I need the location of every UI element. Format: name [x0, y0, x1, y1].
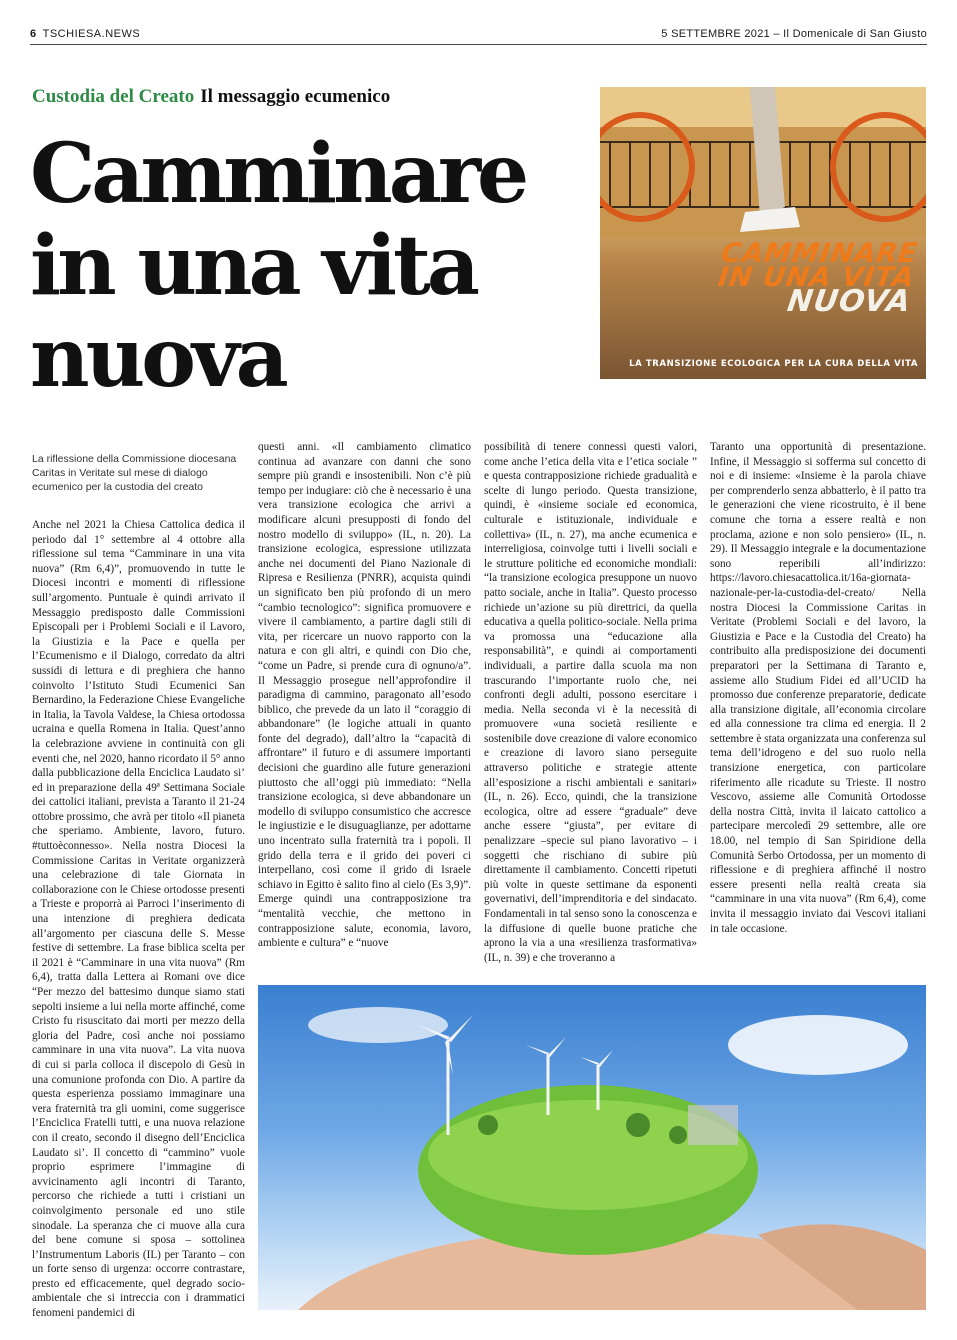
column-1-text: Anche nel 2021 la Chiesa Cattolica dedica il periodo dal 1° settembre al 4 ottobre alla riflessione sul tema “Camminare in una vita nuova” (Rm 6,4)”, promuovendo in tutte le Diocesi incontri e momenti di riflessione sull’argomento. Puntuale è quindi arrivato il Messaggio predisposto dalle Commissioni Episcopali per i Problemi Sociali e il Lavoro, la Giustizia e la Pace e quella per l’Ecumenismo e il Dialogo, corredato da altri sussidi di lettura e di preghiera che hanno coinvolto l’Istituto Studi Ecumenici San Bernardino, la Federazione Chiese Evangeliche in Italia, la Tavola Valdese, la Chiesa ortodossa ucraina e quella Romena in Italia. Quest’anno la celebrazione avviene in continuità con gli eventi che, nel 2020, hanno ricordato il 5° anno dalla pubblicazione della Enciclica Laudato si’ ed in preparazione della 49ª Settimana Sociale dei cattolici italiani, prevista a Taranto il 21-24 ottobre prossimo, che avrà per titolo «Il pianeta che speriamo. Ambiente, lavoro, futuro. #tuttoèconnesso». Nella nostra Diocesi la Commissione Caritas in Veritate organizzerà una celebrazione di tale Giornata in collaborazione con le Chiese ortodosse presenti a Trieste e proporrà ai Parroci l’inserimento di una intenzione di preghiera dedicata all’argomento per ciascuna delle S. Messe festive di settembre. La frase biblica scelta per il 2021 è “Camminare in una vita nuova” (Rm 6,4), tratta dalla Lettera ai Romani ove dice “Per mezzo del battesimo dunque siamo stati sepolti insieme a lui nella morte affinché, come Cristo fu risuscitato dai morti per mezzo della gloria del Padre, così anche noi possiamo camminare in una vita nuova”. La vita nuova di cui si parla colloca il discepolo di Gesù in una comunione profonda con Dio. A partire da questa esperienza possiamo immaginare una vera fraternità tra gli uomini, come suggerisce l’Enciclica Fratelli tutti, e una nuova relazione con il creato, secondo il disegno dell’Enciclica Laudato si’. Il concetto di “cammino” vuole proprio esprimere l’immagine di avvicinamento agli incontri di Taranto, percorso che richiede a tutti i cristiani un coinvolgimento personale ed uno stile sinodale. La speranza che ci muove alla cura del bene comune si sposa – sottolinea l’Instrumentum Laboris (IL) per Taranto – con un forte senso di urgenza: occorre contrastare, presto ed efficacemente, quel degrado socio-ambientale che si intreccia con i drammatici fenomeni pandemici di — [32, 519, 245, 1320]
page-number: 6 — [30, 28, 37, 40]
header-left — [30, 28, 140, 40]
hero-title-line-2: IN UNA VITA — [715, 262, 917, 293]
article-column-2 — [258, 440, 471, 951]
article-deck: La riflessione della Commissione diocesana Caritas in Veritate sul mese di dialogo ecumenico per la custodia del creato — [32, 453, 237, 493]
hero-image — [600, 87, 926, 379]
section-name: TSCHIESA.NEWS — [42, 28, 141, 40]
green-planet-illustration — [258, 985, 926, 1310]
article-column-4 — [710, 440, 926, 936]
headline-line-2: in una vita — [30, 218, 477, 314]
article-column-1 — [32, 518, 245, 1321]
column-4-text: Taranto una opportunità di presentazione. Infine, il Messaggio si sofferma sul concetto di noi e di insieme: «Insieme è la parola chiave per comprenderlo senza abbatterlo, è il patto tra le generazioni che viene ricostruito, è il bene comune che torna a essere realtà e non proclama, azione e non solo pensiero» (IL, n. 29). Il Messaggio integrale e la documentazione sono reperibili all’indirizzo: https://lavoro.chiesacattolica.it/16a-giornata-nazionale-per-la-custodia-del-creato/ Nella nostra Diocesi la Commissione Caritas in Veritate (Problemi Sociali e del lavoro, la Giustizia e Pace e la Custodia del Creato) ha contribuito alla predisposizione dei documenti preparatori per la Settimana di Taranto e, assieme allo Studium Fidei ed all’UCID ha promosso due conferenze preparatorie, dedicate alla transizione digitale, all’economia circolare ed alla connessione tra clima ed energia. Il 2 settembre è stata organizzata una conferenza sul tema dell’idrogeno e del suo ruolo nella transizione energetica, con particolare riferimento alle ricadute su Trieste. Il nostro Vescovo, assieme alle Comunità Ortodosse della nostra Città, invita il laicato cattolico a partecipare mercoledì 29 settembre, alle ore 18.00, nel tempio di San Spiridione della Comunità Serbo Ortodossa, per un momento di riflessione e di preghiera affinché il nostro essere presenti nella realtà creata sia “camminare in una vita nuova” (Rm 6,4), come invita il messaggio inviato dai Vescovi italiani in tale occasione. — [710, 441, 926, 935]
bicycle-fence-illustration — [600, 87, 926, 237]
kicker-topic: Il messaggio ecumenico — [200, 86, 391, 107]
issue-date: 5 SETTEMBRE 2021 – Il Domenicale di San Giusto — [661, 28, 927, 40]
headline — [30, 128, 590, 404]
earth-in-hand-image — [258, 985, 926, 1310]
column-3-text: possibilità di tenere connessi questi valori, come anche l’etica della vita e l’etica sociale ” e questa contrapposizione richiede gradualità e scelte di lungo periodo. Questa transizione, quindi, è «insieme sociale ed economica, culturale e istituzionale, individuale e collettiva» (IL, n. 27), ma anche ecumenica e interreligiosa, coinvolge tutti i livelli sociali e le strutture politiche ed economiche mondiali: “la transizione ecologica presuppone un nuovo patto sociale, anche in Italia”. Questo processo richiede un’azione su più direttrici, da quella educativa a quella politico-sociale. Nella prima va promossa una “educazione alla responsabilità”, e quindi ai comportamenti individuali, a partire dalla scuola ma non trascurando l’importante ruolo che, nei confronti degli adulti, possono esercitare i media. Nella seconda vi è la necessità di promuovere «una società resiliente e sostenibile dove creazione di valore economico e creazione di lavoro siano perseguite attraverso politiche e strategie attente all’esposizione a rischi ambientali e sanitari» (IL, n. 26). Ecco, quindi, che la transizione ecologica, oltre ad essere “graduale” deve anche essere “giusta”, per evitare di penalizzare –specie sul piano lavorativo – i soggetti che rischiano di subire più direttamente il cambiamento. Concetti ripetuti più volte in queste settimane da esponenti governativi, dell’imprenditoria e del sindacato. Fondamentali in tal senso sono la conoscenza e la diffusione di quelle buone pratiche che aprono la via a una «resilienza trasformativa» (IL, n. 39) e che troveranno a — [484, 441, 697, 964]
hero-title-line-1: CAMMINARE — [719, 238, 920, 269]
column-2-text: questi anni. «Il cambiamento climatico continua ad avanzare con danni che sono sempre più grandi e insostenibili. Non c’è più tempo per indugiare: ciò che è necessario è una vera transizione ecologica che arrivi a modificare alcuni presupposti di fondo del nostro modello di sviluppo» (IL, n. 20). La transizione ecologica, espressione utilizzata anche nei documenti del Piano Nazionale di Ripresa e Resilienza (PNRR), acquista quindi un significato ben più profondo di un mero “cambio tecnologico”: significa promuovere e vivere il cambiamento, a partire dagli stili di vita, per ricercare un nuovo rapporto con la natura e con gli altri, e quindi con Dio che, “come un Padre, si prende cura di ognuno/a”. Il Messaggio prosegue nell’approfondire il paradigma di cammino, paragonato all’esodo biblico, che prevede da un lato il “coraggio di abbandonare” (le logiche attuali in quanto fonte del degrado), dall’altro la “capacità di affrontare” il futuro e di assumere importanti decisioni che guardino alle future generazioni piuttosto che all’oggi più immediato: “Nella transizione ecologica, si deve abbandonare un modello di sviluppo consumistico che accresce le ingiustizie e le disuguaglianze, per adottarne uno incentrato sulla fraternità tra i popoli. Il grido della terra e il grido dei poveri ci interpellano, così come il grido di Israele schiavo in Egitto è salito fino al cielo (Es 3,9)”. Emerge quindi una contrapposizione tra “mentalità vecchie, che mettono in contrapposizione salute, economia, lavoro, ambiente e cultura” e “nuove — [258, 441, 471, 950]
headline-line-1: Camminare — [30, 126, 526, 222]
hero-title — [713, 238, 920, 319]
headline-line-3: nuova — [30, 310, 285, 406]
page-header — [30, 22, 927, 45]
hero-title-line-3: NUOVA — [784, 284, 914, 319]
hero-subtitle: LA TRANSIZIONE ECOLOGICA PER LA CURA DELLA VITA — [629, 359, 918, 369]
kicker-section: Custodia del Creato — [32, 86, 195, 107]
kicker — [32, 86, 390, 108]
article-column-3 — [484, 440, 697, 965]
